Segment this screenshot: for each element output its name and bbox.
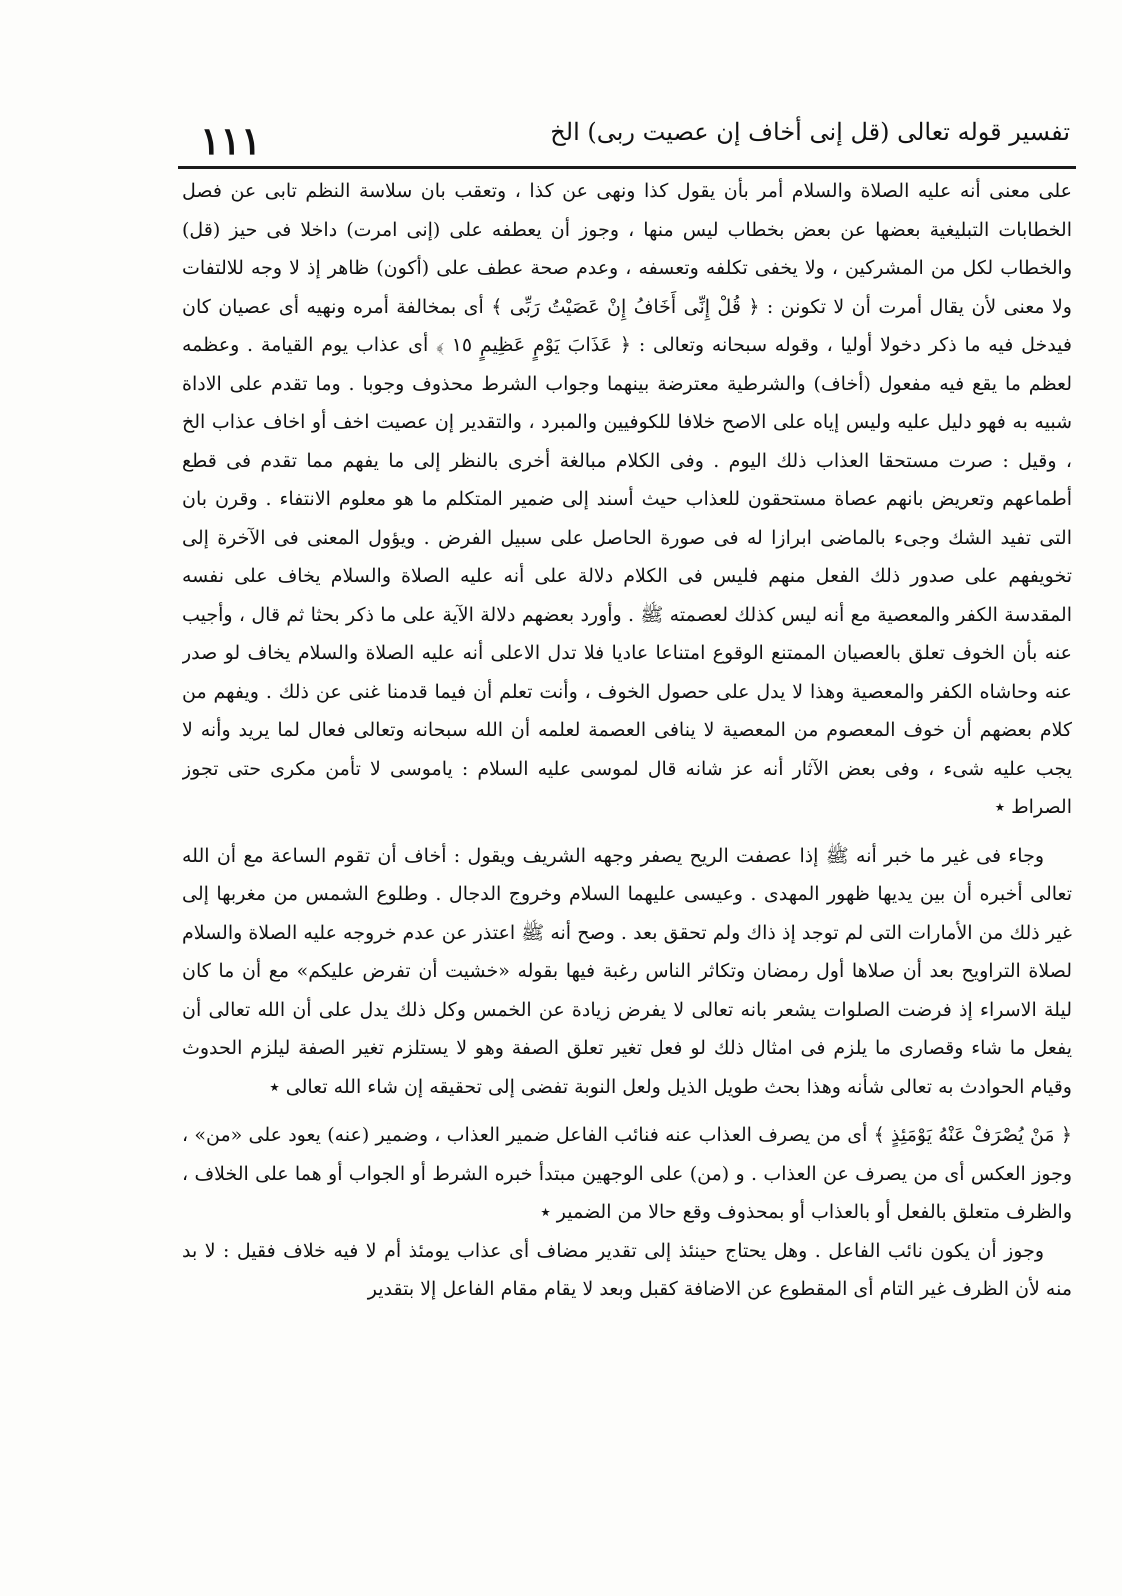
main-text (182, 172, 1072, 1572)
page-number: ١١١ (200, 118, 262, 163)
header-divider (178, 166, 1076, 169)
running-header (180, 118, 1070, 170)
paragraph-3: ﴿ مَنْ يُصْرَفْ عَنْهُ يَوْمَئِذٍ ﴾ أى من يصرف العذاب عنه فنائب الفاعل ضمير العذاب ، وضمير (عنه) يعود على «من» ، وجوز العكس أى من يصرف عن العذاب . و (من) على الوجهين مبتدأ خبره الشرط أو الجواب أو هما على الخلاف ، والظرف متعلق بالفعل أو بالعذاب أو بمحذوف وقع حالا من الضمير ٭ (182, 1124, 1072, 1223)
running-title: تفسير قوله تعالى (قل إنى أخاف إن عصيت ربى) الخ (550, 118, 1070, 146)
paragraph-2: وجاء فى غير ما خبر أنه ﷺ إذا عصفت الريح يصفر وجهه الشريف ويقول : أخاف أن تقوم الساعة مع أن الله تعالى أخبره أن بين يديها ظهور المهدى . وعيسى عليهما السلام وخروج الدجال . وطلوع الشمس من مغربها إلى غير ذلك من الأمارات التى لم توجد إذ ذاك ولم تحقق بعد . وصح أنه ﷺ اعتذر عن عدم خروجه عليه الصلاة والسلام لصلاة التراويح بعد أن صلاها أول رمضان وتكاثر الناس رغبة فيها بقوله «خشيت أن تفرض عليكم» مع أن ما كان ليلة الاسراء إذ فرضت الصلوات يشعر بانه تعالى لا يفرض زيادة عن الخمس وكل ذلك يدل على أن الله تعالى أن يفعل ما شاء وقصارى ما يلزم فى امثال ذلك لو فعل تغير تعلق الصفة وهو لا يستلزم تغير الصفة ليلزم الحدوث وقيام الحوادث به تعالى شأنه وهذا بحث طويل الذيل ولعل النوبة تفضى إلى تحقيقه إن شاء الله تعالى ٭ (182, 844, 1072, 1098)
paragraph-1: على معنى أنه عليه الصلاة والسلام أمر بأن يقول كذا ونهى عن كذا ، وتعقب بان سلاسة النظم تابى عن فصل الخطابات التبليغية بعضها عن بعض بخطاب ليس منها ، وجوز أن يعطفه على (إنى امرت) داخلا فى حيز (قل) والخطاب لكل من المشركين ، ولا يخفى تكلفه وتعسفه ، وعدم صحة عطف على (أكون) ظاهر إذ لا وجه للالتفات ولا معنى لأن يقال أمرت أن لا تكونن : ﴿ قُلْ إِنِّى أَخَافُ إِنْ عَصَيْتُ رَبِّى ﴾ أى بمخالفة أمره ونهيه أى عصيان كان فيدخل فيه ما ذكر دخولا أوليا ، وقوله سبحانه وتعالى : ﴿ عَذَابَ يَوْمٍ عَظِيمٍ ١٥ ﴾ أى عذاب يوم القيامة . وعظمه لعظم ما يقع فيه مفعول (أخاف) والشرطية معترضة بينهما وجواب الشرط محذوف وجوبا . وما تقدم على الاداة شبيه به فهو دليل عليه وليس إياه على الاصح خلافا للكوفيين والمبرد ، والتقدير إن عصيت اخف أو اخاف عذاب الخ ، وقيل : صرت مستحقا العذاب ذلك اليوم . وفى الكلام مبالغة أخرى بالنظر إلى ما يفهم مما تقدم فى قطع أطماعهم وتعريض بانهم عصاة مستحقون للعذاب حيث أسند إلى ضمير المتكلم ما هو معلوم الانتفاء . وقرن بان التى تفيد الشك وجىء بالماضى ابرازا له فى صورة الحاصل على سبيل الفرض . ويؤول المعنى فى الآخرة إلى تخويفهم على صدور ذلك الفعل منهم فليس فى الكلام دلالة على أنه عليه الصلاة والسلام يخاف على نفسه المقدسة الكفر والمعصية مع أنه ليس كذلك لعصمته ﷺ . وأورد بعضهم دلالة الآية على ما ذكر بحثا ثم قال ، وأجيب عنه بأن الخوف تعلق بالعصيان الممتنع الوقوع امتناعا عاديا فلا تدل الاعلى أنه عليه الصلاة والسلام يخاف لو صدر عنه وحاشاه الكفر والمعصية وهذا لا يدل على حصول الخوف ، وأنت تعلم أن فيما قدمنا غنى عن ذلك . ويفهم من كلام بعضهم أن خوف المعصوم من المعصية لا ينافى العصمة لعلمه أن الله سبحانه وتعالى فعال لما يريد وأنه لا يجب عليه شىء ، وفى بعض الآثار أنه عز شانه قال لموسى عليه السلام : ياموسى لا تأمن مكرى حتى تجوز الصراط ٭ (182, 180, 1072, 818)
paragraph-4: وجوز أن يكون نائب الفاعل . وهل يحتاج حينئذ إلى تقدير مضاف أى عذاب يومئذ أم لا فيه خلاف فقيل : لا بد منه لأن الظرف غير التام أى المقطوع عن الاضافة كقبل وبعد لا يقام مقام الفاعل إلا بتقدير (182, 1239, 1072, 1300)
